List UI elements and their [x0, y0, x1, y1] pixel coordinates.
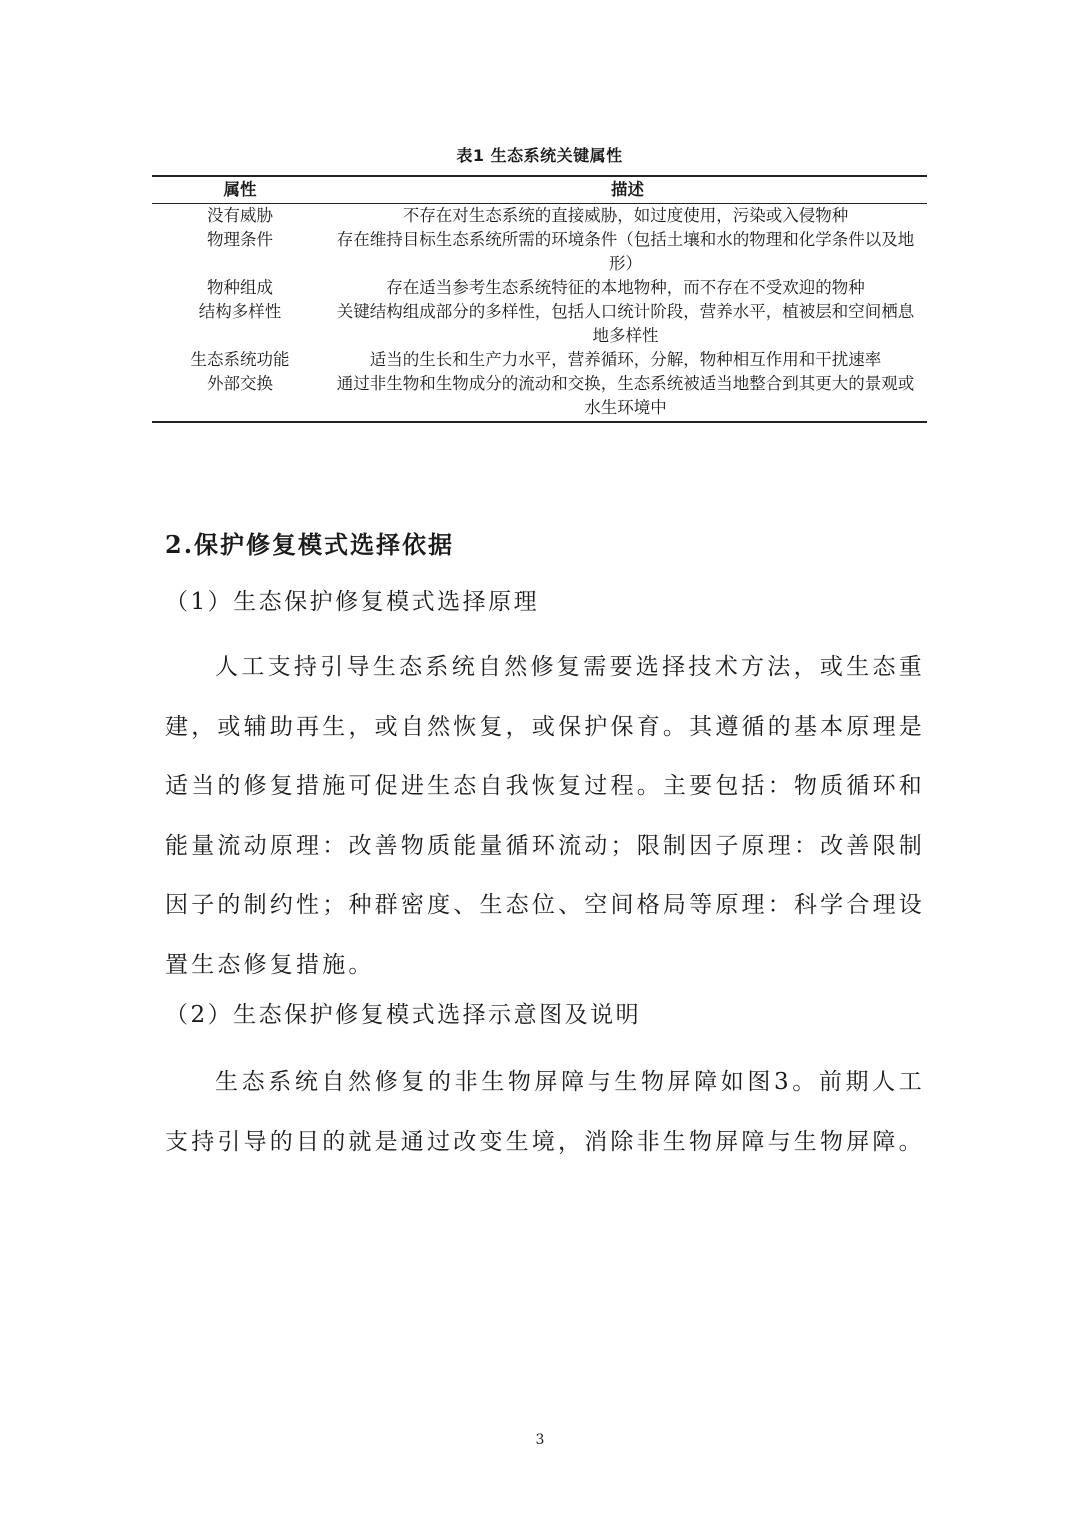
section-title: 2.保护修复模式选择依据 [165, 530, 455, 559]
row-description: 存在适当参考生态系统特征的本地物种，而不存在不受欢迎的物种 [386, 278, 865, 297]
header-attribute: 属性 [152, 176, 328, 204]
header-description: 描述 [328, 176, 927, 204]
row-attribute: 生态系统功能 [190, 350, 290, 369]
table-caption: 表1 生态系统关键属性 [456, 146, 623, 165]
body-paragraph-1: 人工支持引导生态系统自然修复需要选择技术方法，或生态重建，或辅助再生，或自然恢复，或保护保育。其遵循的基本原理是适当的修复措施可促进生态自我恢复过程。主要包括：物质循环和能量流动原理：改善物质能量循环流动；限制因子原理：改善限制因子的制约性；种群密度、生态位、空间格局等原理：科学合理设置生态修复措施。 [165, 654, 925, 978]
row-attribute: 物种组成 [207, 278, 273, 297]
table-row [152, 228, 927, 276]
row-attribute: 外部交换 [152, 372, 328, 422]
attributes-table [152, 175, 927, 423]
body-paragraph-2: 生态系统自然修复的非生物屏障与生物屏障如图3。前期人工支持引导的目的就是通过改变生境，消除非生物屏障与生物屏障。 [165, 1069, 925, 1155]
table-row [152, 276, 927, 300]
row-attribute: 结构多样性 [198, 302, 282, 321]
page-number: 3 [535, 1432, 545, 1448]
row-description: 不存在对生态系统的直接威胁，如过度使用，污染或入侵物种 [402, 206, 849, 225]
table-row [152, 300, 927, 348]
table-header-row [152, 176, 927, 204]
table-row [152, 372, 927, 422]
row-attribute: 物理条件 [207, 230, 273, 249]
row-description: 通过非生物和生物成分的流动和交换，生态系统被适当地整合到其更大的景观或水生环境中 [328, 372, 927, 422]
row-description: 关键结构组成部分的多样性，包括人口统计阶段，营养水平，植被层和空间栖息地多样性 [336, 302, 915, 345]
row-description: 适当的生长和生产力水平，营养循环，分解，物种相互作用和干扰速率 [369, 350, 882, 369]
row-description: 存在维持目标生态系统所需的环境条件（包括土壤和水的物理和化学条件以及地形） [336, 230, 915, 273]
subsection-heading-1: （1）生态保护修复模式选择原理 [165, 589, 540, 615]
subsection-heading-2: （2）生态保护修复模式选择示意图及说明 [165, 1002, 642, 1028]
table-row [152, 348, 927, 372]
table-row [152, 204, 927, 229]
row-attribute: 没有威胁 [207, 206, 273, 225]
